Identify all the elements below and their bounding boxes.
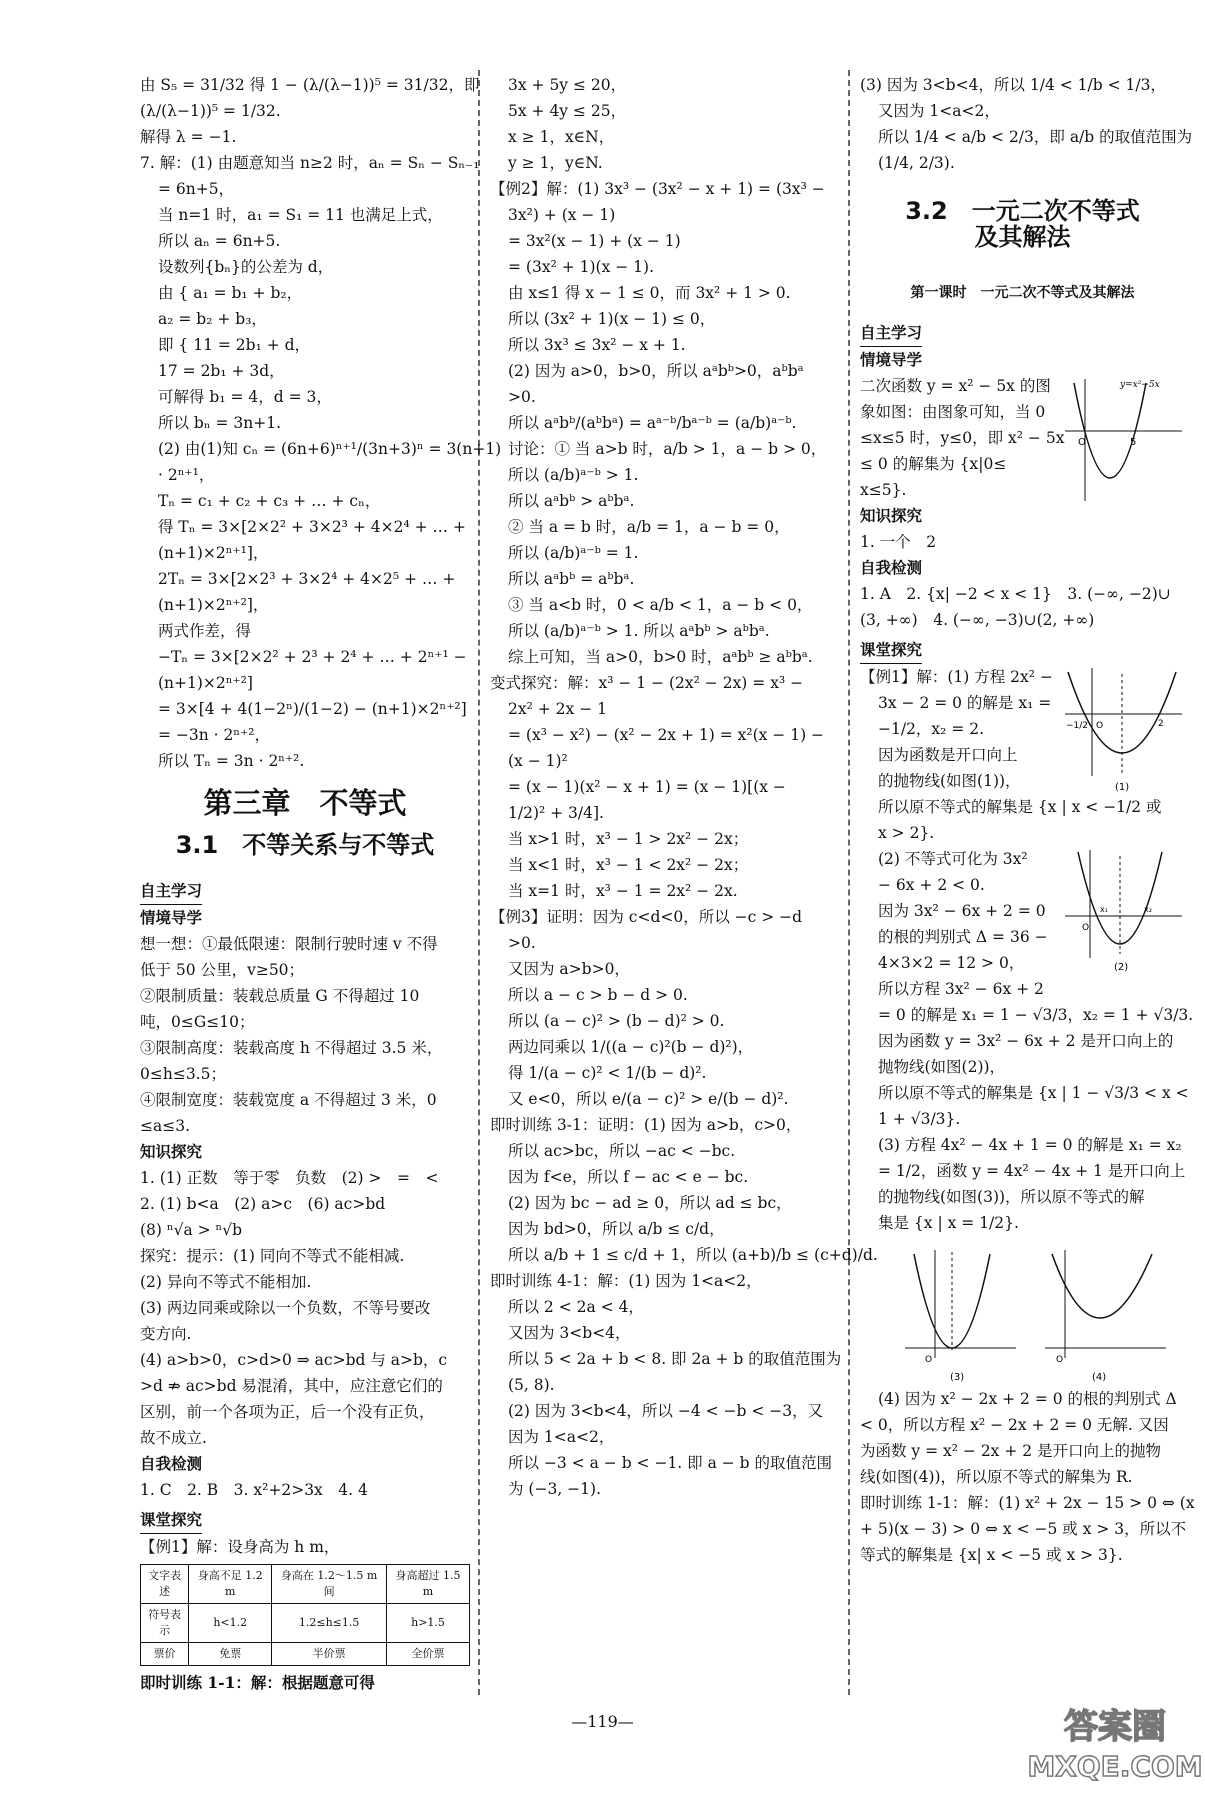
- text-line: 所以 (3x² + 1)(x − 1) ≤ 0，: [508, 310, 716, 328]
- text-line: 的根的判别式 Δ = 36 −: [878, 928, 1048, 946]
- text-line: 所以 bₙ = 3n+1.: [158, 414, 282, 432]
- text-line: 又因为 3<b<4，: [508, 1324, 631, 1342]
- subheading: 自我检测: [860, 558, 923, 577]
- table-cell: 1.2≤h≤1.5: [272, 1604, 387, 1643]
- text-line: x > 2}.: [878, 824, 935, 842]
- text-line: 所以方程 3x² − 6x + 2: [878, 980, 1044, 998]
- text-line: 【例2】解：(1) 3x³ − (3x² − x + 1) = (3x³ −: [490, 180, 825, 198]
- text-line: 因为函数 y = 3x² − 6x + 2 是开口向上的: [878, 1032, 1174, 1050]
- section-title-cont: 及其解法: [974, 223, 1071, 251]
- text-line: 为函数 y = x² − 2x + 2 是开口向上的抛物: [860, 1442, 1162, 1460]
- ticket-table: [140, 1564, 470, 1666]
- text-line: 即时训练 1-1：解：根据题意可得: [140, 1673, 375, 1692]
- text-line: = −3n · 2ⁿ⁺²，: [158, 726, 270, 744]
- text-line: 又因为 1<a<2，: [878, 102, 1000, 120]
- text-line: 二次函数 y = x² − 5x 的图: [860, 377, 1051, 395]
- text-line: = (3x² + 1)(x − 1).: [508, 258, 654, 276]
- text-line: (4) 因为 x² − 2x + 2 = 0 的根的判别式 Δ: [878, 1390, 1177, 1408]
- text-line: 所以 (a/b)ᵃ⁻ᵇ > 1.: [508, 466, 639, 484]
- svg-text:O: O: [1082, 923, 1090, 933]
- text-line: 解得 λ = −1.: [140, 128, 237, 146]
- graphs-row: [860, 1236, 1185, 1386]
- text-line: 所以 (a/b)ᵃ⁻ᵇ = 1.: [508, 544, 639, 562]
- subheading: 情境导学: [860, 350, 923, 369]
- text-line: 由 { a₁ = b₁ + b₂，: [158, 284, 303, 302]
- example1-block: [860, 664, 1185, 794]
- subheading: 知识探究: [140, 1142, 203, 1161]
- text-line: (1/4, 2/3).: [878, 154, 955, 172]
- text-line: >0.: [508, 388, 536, 406]
- subheading: 自我检测: [140, 1454, 203, 1473]
- text-line: 两式作差，得: [158, 622, 252, 640]
- text-line: ≤x≤5 时，y≤0，即 x² − 5x: [860, 429, 1065, 447]
- text-line: 探究：提示：(1) 同向不等式不能相减.: [140, 1247, 405, 1265]
- text-line: −1/2，x₂ = 2.: [878, 720, 985, 738]
- column-2: [490, 72, 878, 1502]
- text-line: 又因为 a>b>0，: [508, 960, 630, 978]
- text-line: 的抛物线(如图(1))，: [878, 772, 1021, 790]
- text-line: 当 n=1 时，a₁ = S₁ = 11 也满足上式，: [158, 206, 443, 224]
- parabola-graph-1: [1060, 664, 1185, 794]
- text-line: 区别，前一个各项为正，后一个没有正负，: [140, 1403, 435, 1421]
- text-line: (3, +∞) 4. (−∞, −3)∪(2, +∞): [860, 611, 1095, 629]
- text-line: = 3x²(x − 1) + (x − 1): [508, 232, 681, 250]
- text-line: 17 = 2b₁ + 3d，: [158, 362, 285, 380]
- text-line: 即时训练 4-1：解：(1) 因为 1<a<2，: [490, 1272, 762, 1290]
- text-line: − 6x + 2 < 0.: [878, 876, 985, 894]
- text-line: 即时训练 1-1：解：(1) x² + 2x − 15 > 0 ⇔ (x: [860, 1494, 1195, 1512]
- text-line: (4) a>b>0，c>d>0 ⇒ ac>bd 与 a>b，c: [140, 1351, 448, 1369]
- text-line: x ≥ 1，x∈N，: [508, 128, 615, 146]
- text-line: 4×3×2 = 12 > 0，: [878, 954, 1025, 972]
- text-line: 所以 aₙ = 6n+5.: [158, 232, 281, 250]
- text-line: 3x²) + (x − 1): [508, 206, 616, 224]
- table-row: [141, 1565, 470, 1604]
- svg-text:2: 2: [1158, 719, 1164, 729]
- table-cell: 免票: [189, 1643, 272, 1666]
- text-line: >0.: [508, 934, 536, 952]
- section-title: 3.2 一元二次不等式: [905, 197, 1140, 225]
- table-cell: 符号表示: [141, 1604, 189, 1643]
- text-line: 综上可知，当 a>0，b>0 时，aᵃbᵇ ≥ aᵇbᵃ.: [508, 648, 813, 666]
- chapter-title: 第三章 不等式: [203, 786, 407, 820]
- text-line: (2) 由(1)知 cₙ = (6n+6)ⁿ⁺¹/(3n+3)ⁿ = 3(n+1): [158, 440, 502, 458]
- text-line: 所以 a − c > b − d > 0.: [508, 986, 688, 1004]
- text-line: 1/2)² + 3/4].: [508, 804, 604, 822]
- text-line: 【例3】证明：因为 c<d<0，所以 −c > −d: [490, 908, 803, 926]
- text-line: 1 + √3/3}.: [878, 1110, 961, 1128]
- svg-text:−1/2: −1/2: [1066, 721, 1089, 731]
- section-tag: 课堂探究: [860, 637, 922, 664]
- text-line: = 0 的解是 x₁ = 1 − √3/3，x₂ = 1 + √3/3.: [878, 1006, 1194, 1024]
- text-line: 集是 {x | x = 1/2}.: [878, 1214, 1019, 1232]
- text-line: 因为函数是开口向上: [878, 746, 1018, 764]
- text-line: 2x² + 2x − 1: [508, 700, 607, 718]
- text-line: (2) 因为 a>0，b>0，所以 aᵃbᵇ>0，aᵇbᵃ: [508, 362, 804, 380]
- text-line: 当 x<1 时，x³ − 1 < 2x² − 2x；: [508, 856, 749, 874]
- text-line: 1. C 2. B 3. x²+2>3x 4. 4: [140, 1481, 368, 1499]
- svg-text:O: O: [1056, 1355, 1064, 1365]
- svg-text:O: O: [1096, 721, 1104, 731]
- text-line: 等式的解集是 {x| x < −5 或 x > 3}.: [860, 1546, 1123, 1564]
- text-line: a₂ = b₂ + b₃，: [158, 310, 267, 328]
- section-tag: 自主学习: [860, 320, 922, 347]
- text-line: 7. 解：(1) 由题意知当 n≥2 时，aₙ = Sₙ − Sₙ₋₁: [140, 154, 480, 172]
- text-line: 2Tₙ = 3×[2×2³ + 3×2⁴ + 4×2⁵ + … +: [158, 570, 456, 588]
- text-line: 变方向.: [140, 1325, 192, 1343]
- text-line: 所以 −3 < a − b < −1. 即 a − b 的取值范围: [508, 1454, 833, 1472]
- table-cell: 半价票: [272, 1643, 387, 1666]
- text-line: 所以 3x³ ≤ 3x² − x + 1.: [508, 336, 686, 354]
- text-line: (2) 不等式可化为 3x²: [878, 850, 1028, 868]
- parabola-graph-4: [1040, 1242, 1170, 1382]
- text-line: 所以 aᵃbᵇ/(aᵇbᵃ) = aᵃ⁻ᵇ/bᵃ⁻ᵇ = (a/b)ᵃ⁻ᵇ.: [508, 414, 797, 432]
- text-line: (5, 8).: [508, 1376, 555, 1394]
- text-line: 所以 Tₙ = 3n · 2ⁿ⁺².: [158, 752, 305, 770]
- text-line: = 6n+5，: [158, 180, 235, 198]
- text-line: = (x − 1)(x² − x + 1) = (x − 1)[(x −: [508, 778, 786, 796]
- text-line: x≤5}.: [860, 481, 907, 499]
- watermark-logo: [1027, 1690, 1203, 1790]
- svg-text:O: O: [1078, 437, 1086, 448]
- graph-label: (3): [950, 1372, 965, 1383]
- text-line: 1. A 2. {x| −2 < x < 1} 3. (−∞, −2)∪: [860, 585, 1171, 603]
- text-line: 设数列{bₙ}的公差为 d，: [158, 258, 334, 276]
- column-1: [140, 72, 502, 1696]
- subheading: 情境导学: [140, 908, 203, 927]
- text-line: 所以原不等式的解集是 {x | x < −1/2 或: [878, 798, 1162, 816]
- text-line: 因为 3x² − 6x + 2 = 0: [878, 902, 1046, 920]
- text-line: 低于 50 公里，v≥50；: [140, 961, 305, 979]
- graph-label: (2): [1114, 962, 1129, 973]
- text-line: 即时训练 3-1：证明：(1) 因为 a>b，c>0，: [490, 1116, 802, 1134]
- text-line: 所以 ac>bc，所以 −ac < −bc.: [508, 1142, 736, 1160]
- text-line: ④限制宽度：装载宽度 a 不得超过 3 米，0: [140, 1091, 437, 1109]
- subheading: 知识探究: [860, 506, 923, 525]
- text-line: 所以 aᵃbᵇ = aᵇbᵃ.: [508, 570, 635, 588]
- parabola-graph-3: [900, 1242, 1020, 1382]
- text-line: 线(如图(4))，所以原不等式的解集为 R.: [860, 1468, 1133, 1486]
- graph-label: (1): [1115, 782, 1130, 793]
- text-line: 象如图：由图象可知，当 0: [860, 403, 1046, 421]
- text-line: 【例1】解：设身高为 h m，: [140, 1538, 340, 1556]
- svg-text:O: O: [925, 1355, 933, 1365]
- section-title: 3.1 不等关系与不等式: [175, 831, 435, 859]
- text-line: 所以 a/b + 1 ≤ c/d + 1，所以 (a+b)/b ≤ (c+d)/d.: [508, 1246, 878, 1264]
- text-line: 当 x=1 时，x³ − 1 = 2x² − 2x.: [508, 882, 738, 900]
- text-line: · 2ⁿ⁺¹，: [158, 466, 215, 484]
- text-line: = 3×[4 + 4(1−2ⁿ)/(1−2) − (n+1)×2ⁿ⁺²]: [158, 700, 467, 718]
- text-line: = (x³ − x²) − (x² − 2x + 1) = x²(x − 1) −: [508, 726, 825, 744]
- text-line: 得 1/(a − c)² < 1/(b − d)².: [508, 1064, 707, 1082]
- text-line: 又 e<0，所以 e/(a − c)² > e/(b − d)².: [508, 1090, 789, 1108]
- text-line: 因为 f<e，所以 f − ac < e − bc.: [508, 1168, 749, 1186]
- table-cell: 身高超过 1.5 m: [387, 1565, 470, 1604]
- svg-text:x₂: x₂: [1144, 905, 1152, 914]
- text-line: 为 (−3, −1).: [508, 1480, 602, 1498]
- table-cell: 身高不足 1.2 m: [189, 1565, 272, 1604]
- text-line: 两边同乘以 1/((a − c)²(b − d)²)，: [508, 1038, 754, 1056]
- graph-label: (4): [1092, 1372, 1107, 1383]
- text-line: y ≥ 1，y∈N.: [508, 154, 603, 172]
- text-line: (3) 方程 4x² − 4x + 1 = 0 的解是 x₁ = x₂: [878, 1136, 1182, 1154]
- text-line: 3x − 2 = 0 的解是 x₁ =: [878, 694, 1052, 712]
- text-line: 由 x≤1 得 x − 1 ≤ 0，而 3x² + 1 > 0.: [508, 284, 791, 302]
- table-cell: 身高在 1.2～1.5 m 间: [272, 1565, 387, 1604]
- text-line: = 1/2，函数 y = 4x² − 4x + 1 是开口向上: [878, 1162, 1186, 1180]
- section-tag: 自主学习: [140, 878, 202, 905]
- text-line: 1. 一个 2: [860, 533, 937, 551]
- text-line: 即 { 11 = 2b₁ + d，: [158, 336, 311, 354]
- text-line: −Tₙ = 3×[2×2² + 2³ + 2⁴ + … + 2ⁿ⁺¹ −: [158, 648, 467, 666]
- text-line: (x − 1)²: [508, 752, 568, 770]
- example2-block: [860, 846, 1185, 1002]
- text-line: 所以 1/4 < a/b < 2/3，即 a/b 的取值范围为: [878, 128, 1193, 146]
- text-line: ③ 当 a<b 时，0 < a/b < 1，a − b < 0，: [508, 596, 813, 614]
- text-line: 由 S₅ = 31/32 得 1 − (λ/(λ−1))⁵ = 31/32，即: [140, 76, 480, 94]
- table-cell: 全价票: [387, 1643, 470, 1666]
- text-line: (n+1)×2ⁿ⁺¹]，: [158, 544, 269, 562]
- text-line: + 5)(x − 3) > 0 ⇔ x < −5 或 x > 3，所以不: [860, 1520, 1187, 1538]
- text-line: 当 x>1 时，x³ − 1 > 2x² − 2x；: [508, 830, 749, 848]
- text-line: 所以 (a/b)ᵃ⁻ᵇ > 1. 所以 aᵃbᵇ > aᵇbᵃ.: [508, 622, 770, 640]
- text-line: < 0，所以方程 x² − 2x + 2 = 0 无解. 又因: [860, 1416, 1169, 1434]
- table-cell: h<1.2: [189, 1604, 272, 1643]
- text-line: 所以 5 < 2a + b < 8. 即 2a + b 的取值范围为: [508, 1350, 842, 1368]
- text-line: (3) 两边同乘或除以一个负数，不等号要改: [140, 1299, 431, 1317]
- parabola-graph-0: [1060, 373, 1185, 503]
- table-cell: 票价: [141, 1643, 189, 1666]
- text-line: ③限制高度：装载高度 h 不得超过 3.5 米，: [140, 1039, 443, 1057]
- text-line: ②限制质量：装载总质量 G 不得超过 10: [140, 987, 420, 1005]
- text-line: 所以原不等式的解集是 {x | 1 − √3/3 < x <: [878, 1084, 1189, 1102]
- text-line: (8) ⁿ√a > ⁿ√b: [140, 1221, 243, 1239]
- text-line: (2) 因为 3<b<4，所以 −4 < −b < −3，又: [508, 1402, 824, 1420]
- text-line: (n+1)×2ⁿ⁺²]，: [158, 596, 269, 614]
- text-line: 1. (1) 正数 等于零 负数 (2) > = <: [140, 1169, 439, 1187]
- table-row: [141, 1604, 470, 1643]
- text-line: (3) 因为 3<b<4，所以 1/4 < 1/b < 1/3，: [860, 76, 1166, 94]
- text-line: 所以 2 < 2a < 4，: [508, 1298, 644, 1316]
- text-line: 吨，0≤G≤10；: [140, 1013, 255, 1031]
- text-line: 所以 aᵃbᵇ > aᵇbᵃ.: [508, 492, 635, 510]
- page-number: —119—: [571, 1712, 634, 1731]
- text-line: ② 当 a = b 时，a/b = 1，a − b = 0，: [508, 518, 790, 536]
- table-cell: 文字表述: [141, 1565, 189, 1604]
- text-line: 因为 1<a<2，: [508, 1428, 615, 1446]
- text-line: 可解得 b₁ = 4，d = 3，: [158, 388, 332, 406]
- svg-text:5: 5: [1130, 437, 1137, 448]
- text-line: 变式探究：解：x³ − 1 − (2x² − 2x) = x³ −: [490, 674, 804, 692]
- svg-text:答案圈: 答案圈: [1064, 1707, 1166, 1747]
- text-line: 2. (1) b<a (2) a>c (6) ac>bd: [140, 1195, 386, 1213]
- text-line: (n+1)×2ⁿ⁺²]: [158, 674, 253, 692]
- text-line: Tₙ = c₁ + c₂ + c₃ + … + cₙ，: [158, 492, 381, 510]
- text-line: 抛物线(如图(2))，: [878, 1058, 1006, 1076]
- text-line: 因为 bd>0，所以 a/b ≤ c/d，: [508, 1220, 725, 1238]
- graph-label: y=x²−5x: [1120, 380, 1160, 390]
- parabola-graph-2: [1060, 846, 1185, 976]
- text-line: (2) 异向不等式不能相加.: [140, 1273, 312, 1291]
- text-line: 所以 (a − c)² > (b − d)² > 0.: [508, 1012, 725, 1030]
- text-line: 想一想：①最低限速：限制行驶时速 v 不得: [140, 935, 438, 953]
- text-line: 3x + 5y ≤ 20，: [508, 76, 627, 94]
- svg-text:MXQE.COM: MXQE.COM: [1027, 1750, 1203, 1783]
- text-line: 0≤h≤3.5；: [140, 1065, 226, 1083]
- text-line: (2) 因为 bc − ad ≥ 0，所以 ad ≤ bc，: [508, 1194, 792, 1212]
- table-cell: h>1.5: [387, 1604, 470, 1643]
- text-line: ≤ 0 的解集为 {x|0≤: [860, 455, 1007, 473]
- text-line: (λ/(λ−1))⁵ = 1/32.: [140, 102, 281, 120]
- text-line: 5x + 4y ≤ 25，: [508, 102, 627, 120]
- section-tag: 课堂探究: [140, 1507, 202, 1534]
- svg-text:x₁: x₁: [1100, 905, 1108, 914]
- text-line: 【例1】解：(1) 方程 2x² −: [860, 668, 1053, 686]
- text-line: 得 Tₙ = 3×[2×2² + 3×2³ + 4×2⁴ + … +: [158, 518, 466, 536]
- text-line: >d ⇏ ac>bd 易混淆，其中，应注意它们的: [140, 1377, 443, 1395]
- text-line: 讨论：① 当 a>b 时，a/b > 1，a − b > 0，: [508, 440, 827, 458]
- text-line: 故不成立.: [140, 1429, 207, 1447]
- lesson-title: 第一课时 一元二次不等式及其解法: [910, 285, 1135, 301]
- text-line: 的抛物线(如图(3))，所以原不等式的解: [878, 1188, 1145, 1206]
- column-3: [860, 72, 1195, 1568]
- text-line: ≤a≤3.: [140, 1117, 191, 1135]
- situation-block: [860, 373, 1185, 503]
- table-row: [141, 1643, 470, 1666]
